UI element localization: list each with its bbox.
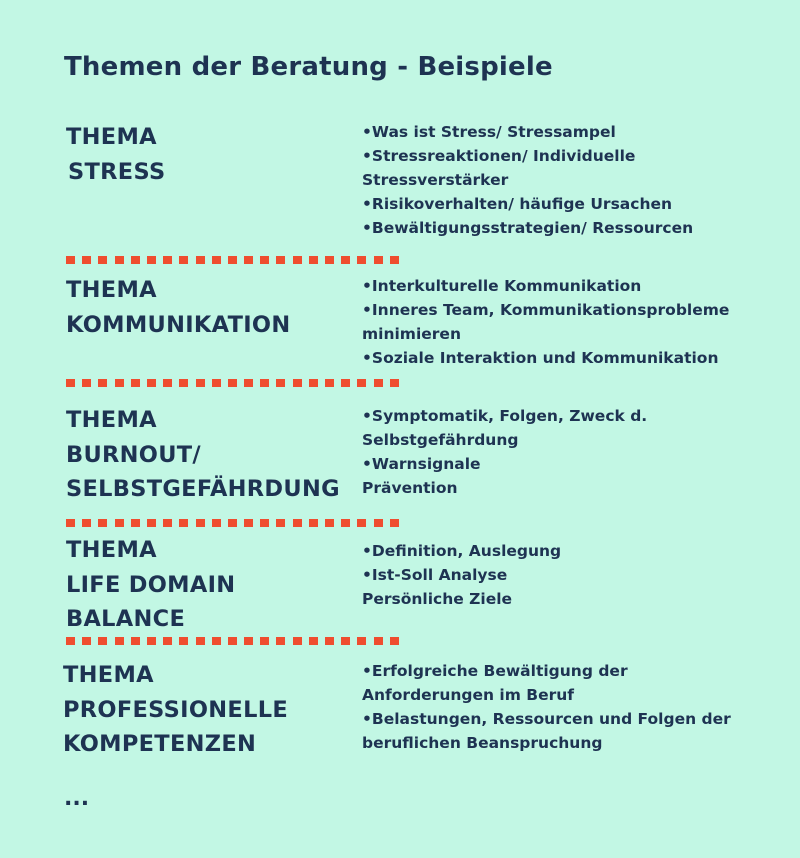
topic-points (362, 120, 792, 240)
point-line: Selbstgefährdung (362, 431, 519, 449)
divider-dash (341, 256, 350, 264)
heading-line: PROFESSIONELLE (63, 696, 289, 723)
heading-line: THEMA (66, 277, 157, 303)
divider-dash (131, 519, 140, 527)
divider-dash (260, 519, 269, 527)
point-line: Anforderungen im Beruf (362, 686, 575, 704)
heading-line: STRESS (68, 158, 166, 185)
divider-dash (82, 379, 91, 387)
heading-line: THEMA (66, 407, 157, 433)
divider-dash (212, 379, 221, 387)
divider-dash (309, 637, 318, 645)
divider-dash (196, 256, 205, 264)
point-line: •Bewältigungsstrategien/ Ressourcen (362, 219, 694, 237)
divider-dash (147, 519, 156, 527)
point-line: •Stressreaktionen/ Individuelle (362, 147, 636, 165)
point-line: •Risikoverhalten/ häufige Ursachen (362, 195, 673, 213)
topic-heading (66, 120, 165, 189)
divider-dash (98, 637, 107, 645)
divider-dash (147, 256, 156, 264)
divider-dash (374, 379, 383, 387)
divider-dash (66, 379, 75, 387)
divider-dash (163, 256, 172, 264)
heading-line: BALANCE (66, 606, 186, 632)
divider-dash (228, 519, 237, 527)
divider-dash (228, 637, 237, 645)
divider-dash (357, 519, 366, 527)
point-line: •Erfolgreiche Bewältigung der (362, 662, 628, 680)
divider-dash (293, 256, 302, 264)
divider-dash (115, 519, 124, 527)
divider-dash (212, 519, 221, 527)
divider-dash (98, 519, 107, 527)
topic-heading (66, 533, 235, 637)
divider-dash (66, 519, 75, 527)
heading-line: THEMA (66, 537, 157, 563)
divider-dash (115, 379, 124, 387)
divider-dash (212, 256, 221, 264)
divider-dash (325, 637, 334, 645)
heading-line: THEMA (66, 124, 157, 150)
divider-dash (309, 379, 318, 387)
divider-dash (293, 637, 302, 645)
divider-dash (374, 637, 383, 645)
section-divider (66, 379, 406, 387)
section-divider (66, 637, 406, 645)
divider-dash (390, 256, 399, 264)
divider-dash (179, 379, 188, 387)
point-line: Persönliche Ziele (362, 590, 513, 608)
topic-points (362, 404, 792, 500)
divider-dash (374, 256, 383, 264)
heading-line: KOMMUNIKATION (66, 311, 291, 338)
divider-dash (390, 519, 399, 527)
divider-dash (196, 519, 205, 527)
point-line: Prävention (362, 479, 458, 497)
divider-dash (115, 637, 124, 645)
divider-dash (341, 379, 350, 387)
divider-dash (179, 637, 188, 645)
topic-heading (63, 658, 288, 762)
point-line: •Interkulturelle Kommunikation (362, 277, 642, 295)
topic-heading (66, 273, 290, 342)
point-line: •Symptomatik, Folgen, Zweck d. (362, 407, 648, 425)
divider-dash (341, 519, 350, 527)
divider-dash (260, 379, 269, 387)
topic-points (362, 274, 792, 370)
divider-dash (244, 256, 253, 264)
divider-dash (82, 637, 91, 645)
divider-dash (66, 637, 75, 645)
divider-dash (293, 519, 302, 527)
heading-line: THEMA (63, 662, 154, 688)
divider-dash (212, 637, 221, 645)
divider-dash (115, 256, 124, 264)
divider-dash (390, 379, 399, 387)
topic-heading (66, 403, 340, 507)
divider-dash (276, 256, 285, 264)
divider-dash (244, 379, 253, 387)
divider-dash (82, 256, 91, 264)
divider-dash (325, 519, 334, 527)
divider-dash (276, 519, 285, 527)
heading-line: SELBSTGEFÄHRDUNG (66, 476, 340, 502)
divider-dash (374, 519, 383, 527)
point-line: •Soziale Interaktion und Kommunikation (362, 349, 719, 367)
point-line: •Definition, Auslegung (362, 542, 562, 560)
divider-dash (357, 379, 366, 387)
divider-dash (98, 256, 107, 264)
divider-dash (309, 256, 318, 264)
page-title: Themen der Beratung - Beispiele (64, 52, 553, 82)
heading-line: BURNOUT/ (66, 441, 201, 468)
divider-dash (228, 379, 237, 387)
point-line: •Inneres Team, Kommunikationsprobleme (362, 301, 730, 319)
divider-dash (341, 637, 350, 645)
divider-dash (131, 256, 140, 264)
point-line: •Belastungen, Ressourcen und Folgen der (362, 710, 731, 728)
divider-dash (325, 256, 334, 264)
divider-dash (228, 256, 237, 264)
section-divider (66, 519, 406, 527)
divider-dash (244, 519, 253, 527)
point-line: •Ist-Soll Analyse (362, 566, 508, 584)
divider-dash (163, 379, 172, 387)
divider-dash (244, 637, 253, 645)
heading-line: KOMPETENZEN (63, 731, 257, 757)
divider-dash (163, 637, 172, 645)
divider-dash (66, 256, 75, 264)
ellipsis-text: ... (64, 786, 90, 811)
divider-dash (179, 256, 188, 264)
point-line: beruflichen Beanspruchung (362, 734, 603, 752)
divider-dash (147, 637, 156, 645)
divider-dash (309, 519, 318, 527)
divider-dash (163, 519, 172, 527)
divider-dash (260, 637, 269, 645)
divider-dash (196, 379, 205, 387)
divider-dash (390, 637, 399, 645)
topic-points (362, 659, 792, 755)
divider-dash (260, 256, 269, 264)
point-line: •Warnsignale (362, 455, 481, 473)
divider-dash (82, 519, 91, 527)
divider-dash (325, 379, 334, 387)
divider-dash (196, 637, 205, 645)
divider-dash (276, 379, 285, 387)
divider-dash (276, 637, 285, 645)
point-line: •Was ist Stress/ Stressampel (362, 123, 616, 141)
divider-dash (357, 637, 366, 645)
heading-line: LIFE DOMAIN (66, 571, 236, 598)
divider-dash (131, 379, 140, 387)
divider-dash (131, 637, 140, 645)
section-divider (66, 256, 406, 264)
point-line: minimieren (362, 325, 461, 343)
divider-dash (179, 519, 188, 527)
point-line: Stressverstärker (362, 171, 509, 189)
divider-dash (357, 256, 366, 264)
divider-dash (147, 379, 156, 387)
divider-dash (98, 379, 107, 387)
topic-points (362, 539, 792, 611)
divider-dash (293, 379, 302, 387)
